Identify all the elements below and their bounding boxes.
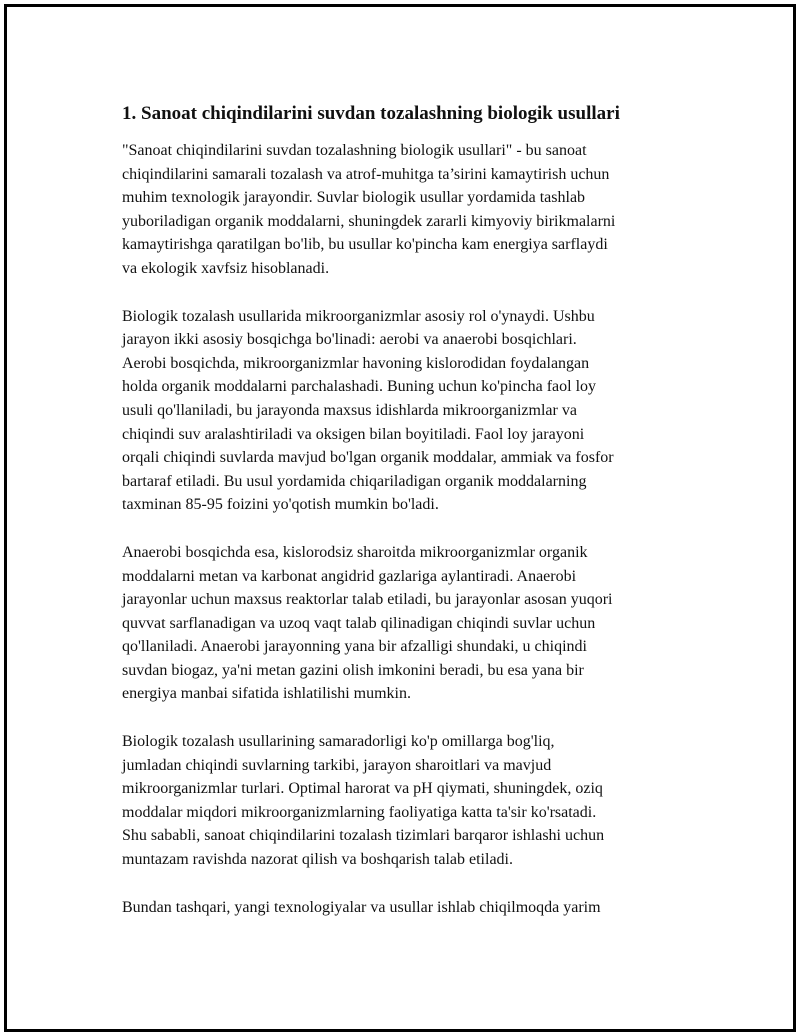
page-frame xyxy=(4,4,796,1032)
text-line: muhim texnologik jarayondir. Suvlar biologik usullar yordamida tashlab xyxy=(122,189,586,207)
paragraph-intro xyxy=(122,139,702,281)
text-line: jarayon ikki asosiy bosqichga bo'linadi: aerobi va anaerobi bosqichlari. xyxy=(122,331,577,349)
text-line: Shu sababli, sanoat chiqindilarini tozalash tizimlari barqaror ishlashi uchun xyxy=(122,827,605,845)
text-line: muntazam ravishda nazorat qilish va boshqarish talab etiladi. xyxy=(122,851,513,869)
document-body xyxy=(122,100,702,943)
text-line: Bundan tashqari, yangi texnologiyalar va usullar ishlab chiqilmoqda yarim xyxy=(122,898,601,916)
text-line: bartaraf etiladi. Bu usul yordamida chiqariladigan organik moddalarning xyxy=(122,472,587,490)
text-line: va ekologik xavfsiz hisoblanadi. xyxy=(122,259,330,277)
text-line: Biologik tozalash usullarining samaradorligi ko'p omillarga bog'liq, xyxy=(122,733,555,751)
text-line: quvvat sarflanadigan va uzoq vaqt talab qilinadigan chiqindi suvlar uchun xyxy=(122,614,596,632)
text-line: moddalarni metan va karbonat angidrid gazlariga aylantiradi. Anaerobi xyxy=(122,567,577,585)
text-line: orqali chiqindi suvlarda mavjud bo'lgan organik moddalar, ammiak va fosfor xyxy=(122,449,614,467)
text-line: "Sanoat chiqindilarini suvdan tozalashning biologik usullari" - bu sanoat xyxy=(122,142,587,159)
text-line: chiqindi suv aralashtiriladi va oksigen bilan boyitiladi. Faol loy jarayoni xyxy=(122,425,585,443)
text-line: usuli qo'llaniladi, bu jarayonda maxsus idishlarda mikroorganizmlar va xyxy=(122,401,577,419)
text-line: mikroorganizmlar turlari. Optimal harorat va pH qiymati, shuningdek, oziq xyxy=(122,780,603,798)
text-line: moddalar miqdori mikroorganizmlarning faoliyatiga katta ta'sir ko'rsatadi. xyxy=(122,803,597,821)
text-line: yuboriladigan organik moddalarni, shuningdek zararli kimyoviy birikmalarni xyxy=(122,212,616,230)
text-line: jumladan chiqindi suvlarning tarkibi, jarayon sharoitlari va mavjud xyxy=(122,756,552,774)
text-line: qo'llaniladi. Anaerobi jarayonning yana bir afzalligi shundaki, u chiqindi xyxy=(122,638,587,656)
paragraph-aerobic xyxy=(122,305,702,517)
paragraph-efficiency xyxy=(122,730,702,872)
paragraph-new-technologies xyxy=(122,896,702,920)
text-line: jarayonlar uchun maxsus reaktorlar talab etiladi, bu jarayonlar asosan yuqori xyxy=(122,591,613,609)
text-line: taxminan 85-95 foizini yo'qotish mumkin bo'ladi. xyxy=(122,496,439,514)
text-line: suvdan biogaz, ya'ni metan gazini olish imkonini beradi, bu esa yana bir xyxy=(122,661,584,679)
text-line: Aerobi bosqichda, mikroorganizmlar havoning kislorodidan foydalangan xyxy=(122,354,590,372)
document-title: 1. Sanoat chiqindilarini suvdan tozalashning biologik usullari xyxy=(122,103,620,124)
text-line: chiqindilarini samarali tozalash va atrof-muhitga ta’sirini kamaytirish uchun xyxy=(122,165,610,183)
text-line: Biologik tozalash usullarida mikroorganizmlar asosiy rol o'ynaydi. Ushbu xyxy=(122,307,595,325)
text-line: holda organik moddalarni parchalashadi. Buning uchun ko'pincha faol loy xyxy=(122,378,597,396)
text-line: Anaerobi bosqichda esa, kislorodsiz sharoitda mikroorganizmlar organik xyxy=(122,543,588,561)
text-line: energiya manbai sifatida ishlatilishi mumkin. xyxy=(122,685,411,703)
text-line: kamaytirishga qaratilgan bo'lib, bu usullar ko'pincha kam energiya sarflaydi xyxy=(122,236,608,254)
paragraph-anaerobic xyxy=(122,541,702,706)
